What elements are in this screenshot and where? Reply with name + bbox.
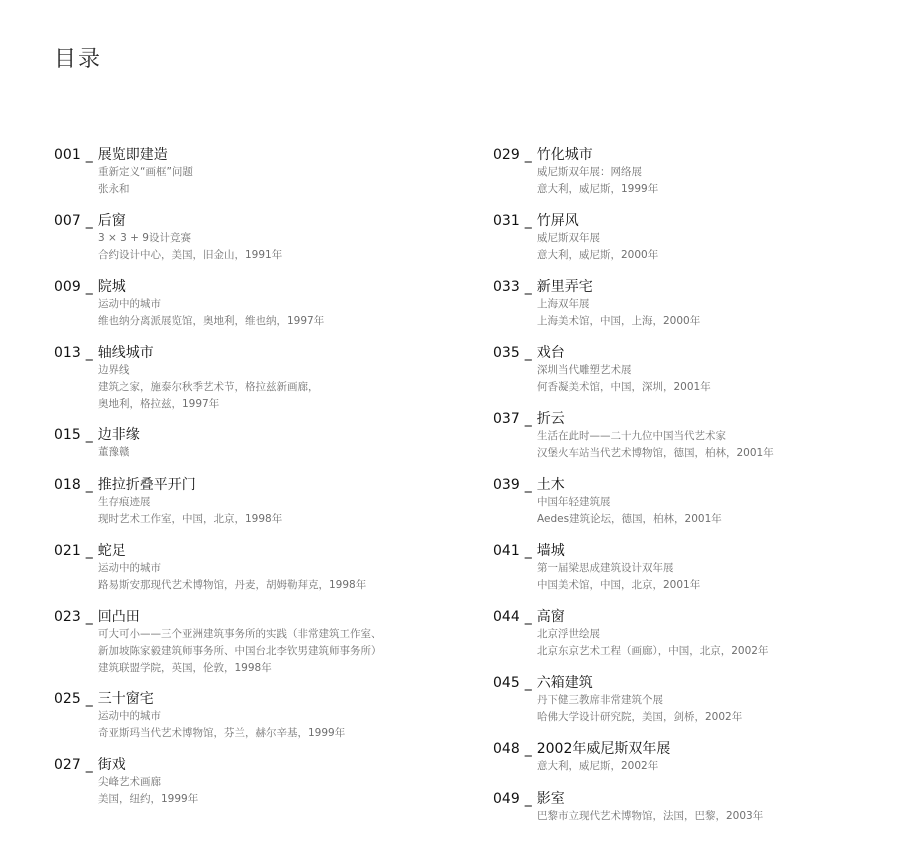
toc-entry[interactable] (54, 344, 454, 413)
toc-entry-detail: 第一届梁思成建筑设计双年展 (537, 562, 674, 574)
toc-entry-separator: _ (524, 741, 532, 757)
toc-entry-detail: 哈佛大学设计研究院，美国，剑桥，2002年 (537, 711, 743, 723)
toc-entry-detail: 现时艺术工作室，中国，北京，1998年 (98, 513, 283, 525)
toc-entry-title: 新里弄宅 (536, 279, 593, 295)
toc-entry-detail: 深圳当代雕塑艺术展 (537, 364, 632, 376)
toc-entry-detail: 生活在此时——二十九位中国当代艺术家 (537, 430, 726, 442)
toc-entry-detail: 意大利，威尼斯，2002年 (537, 760, 659, 772)
toc-entry-heading (54, 146, 454, 164)
toc-entry-heading (493, 674, 893, 692)
toc-entry-title: 轴线城市 (97, 345, 154, 361)
toc-entry[interactable] (493, 410, 893, 462)
toc-entry-detail: 北京东京艺术工程（画廊），中国，北京，2002年 (537, 645, 769, 657)
toc-entry-number: 031 (493, 213, 520, 229)
toc-entry-detail: 可大可小——三个亚洲建筑事务所的实践（非常建筑工作室、 (98, 628, 382, 640)
toc-entry-title: 三十窗宅 (97, 691, 154, 707)
toc-entry-detail: 运动中的城市 (98, 298, 161, 310)
toc-entry[interactable] (54, 476, 454, 528)
toc-entry-separator: _ (524, 411, 532, 427)
toc-entry-number: 009 (54, 279, 81, 295)
toc-entry[interactable] (54, 212, 454, 264)
toc-entry-number: 015 (54, 427, 81, 443)
toc-entry-title: 土木 (536, 477, 565, 493)
toc-entry-separator: _ (524, 543, 532, 559)
toc-entry-detail: 重新定义“画框”问题 (98, 166, 193, 178)
toc-entry-title: 竹屏风 (536, 213, 579, 229)
toc-entry-detail: 中国年轻建筑展 (537, 496, 611, 508)
toc-entry-detail: 奇亚斯玛当代艺术博物馆，芬兰，赫尔辛基，1999年 (98, 727, 346, 739)
toc-entry-title: 回凸田 (97, 609, 140, 625)
toc-entry[interactable] (54, 608, 454, 677)
toc-entry-title: 竹化城市 (536, 147, 593, 163)
toc-entry-detail: 建筑之家，施泰尔秋季艺术节，格拉兹新画廊， (98, 381, 319, 393)
toc-entry-number: 049 (493, 791, 520, 807)
toc-entry-detail: 合约设计中心，美国，旧金山，1991年 (98, 249, 283, 261)
toc-entry-separator: _ (85, 147, 93, 163)
toc-entry-heading (54, 608, 454, 626)
toc-entry-title: 折云 (536, 411, 565, 427)
toc-entry-title: 后窗 (97, 213, 126, 229)
toc-entry-separator: _ (524, 477, 532, 493)
toc-entry-title: 六箱建筑 (536, 675, 593, 691)
toc-entry[interactable] (493, 212, 893, 264)
toc-entry-heading (54, 212, 454, 230)
toc-entry-separator: _ (85, 427, 93, 443)
toc-entry-detail: 3 × 3 + 9设计竞赛 (98, 232, 191, 244)
toc-entry-number: 001 (54, 147, 81, 163)
toc-entry-detail: 路易斯安那现代艺术博物馆，丹麦，胡姆勒拜克，1998年 (98, 579, 367, 591)
toc-entry-title: 展览即建造 (97, 147, 168, 163)
toc-entry-detail: 意大利，威尼斯，2000年 (537, 249, 659, 261)
toc-entry-heading (54, 278, 454, 296)
toc-entry-separator: _ (524, 609, 532, 625)
toc-entry-number: 007 (54, 213, 81, 229)
toc-entry-title: 推拉折叠平开门 (97, 477, 196, 493)
toc-entry[interactable] (54, 426, 454, 461)
toc-entry-heading (493, 542, 893, 560)
toc-entry[interactable] (493, 674, 893, 726)
toc-entry-separator: _ (524, 791, 532, 807)
toc-entry[interactable] (54, 690, 454, 742)
toc-entry[interactable] (493, 344, 893, 396)
toc-entry-number: 013 (54, 345, 81, 361)
toc-entry-separator: _ (85, 477, 93, 493)
toc-entry-heading (493, 410, 893, 428)
toc-entry-number: 041 (493, 543, 520, 559)
toc-entry[interactable] (493, 790, 893, 825)
toc-entry-detail: 丹下健三教席非常建筑个展 (537, 694, 663, 706)
toc-entry-title: 院城 (97, 279, 126, 295)
toc-entry-separator: _ (85, 213, 93, 229)
toc-entry[interactable] (54, 278, 454, 330)
toc-entry-separator: _ (85, 691, 93, 707)
toc-entry-detail: 运动中的城市 (98, 710, 161, 722)
toc-entry-title: 2002年威尼斯双年展 (536, 741, 671, 757)
toc-entry-heading (493, 608, 893, 626)
toc-entry-title: 墙城 (536, 543, 565, 559)
toc-entry-heading (54, 426, 454, 444)
toc-entry[interactable] (493, 146, 893, 198)
toc-entry[interactable] (493, 608, 893, 660)
toc-entry-detail: 中国美术馆，中国，北京，2001年 (537, 579, 701, 591)
toc-entry-detail: 维也纳分离派展览馆，奥地利，维也纳，1997年 (98, 315, 325, 327)
toc-entry-title: 蛇足 (97, 543, 126, 559)
toc-entry-separator: _ (524, 675, 532, 691)
toc-entry-heading (493, 278, 893, 296)
toc-entry-detail: 意大利，威尼斯，1999年 (537, 183, 659, 195)
toc-entry-heading (54, 756, 454, 774)
toc-entry-heading (54, 476, 454, 494)
toc-entry[interactable] (54, 146, 454, 198)
toc-entry-detail: 张永和 (98, 183, 130, 195)
toc-entry[interactable] (54, 542, 454, 594)
toc-entry-number: 045 (493, 675, 520, 691)
page-title: 目录 (54, 47, 103, 72)
toc-entry-title: 街戏 (97, 757, 126, 773)
toc-entry-heading (493, 146, 893, 164)
toc-entry-heading (493, 344, 893, 362)
toc-entry-number: 037 (493, 411, 520, 427)
toc-entry-detail: 巴黎市立现代艺术博物馆，法国，巴黎，2003年 (537, 810, 764, 822)
toc-entry-separator: _ (524, 279, 532, 295)
toc-entry-detail: 威尼斯双年展 (537, 232, 600, 244)
toc-entry-separator: _ (85, 757, 93, 773)
toc-entry-detail: 建筑联盟学院，英国，伦敦，1998年 (98, 662, 272, 674)
toc-entry-detail: 汉堡火车站当代艺术博物馆，德国，柏林，2001年 (537, 447, 774, 459)
toc-entry-number: 048 (493, 741, 520, 757)
toc-entry[interactable] (54, 756, 454, 808)
toc-entry-title: 影室 (536, 791, 565, 807)
toc-entry-heading (54, 690, 454, 708)
toc-entry-number: 023 (54, 609, 81, 625)
toc-entry-separator: _ (85, 609, 93, 625)
toc-entry-title: 高窗 (536, 609, 565, 625)
toc-entry-heading (493, 790, 893, 808)
toc-entry-separator: _ (524, 345, 532, 361)
toc-entry-number: 025 (54, 691, 81, 707)
toc-entry-number: 018 (54, 477, 81, 493)
toc-entry-title: 边非缘 (97, 427, 140, 443)
toc-entry-heading (54, 542, 454, 560)
toc-entry-title: 戏台 (536, 345, 565, 361)
toc-entry-number: 027 (54, 757, 81, 773)
toc-entry-heading (493, 476, 893, 494)
toc-entry-detail: 上海美术馆，中国，上海，2000年 (537, 315, 701, 327)
toc-entry-number: 035 (493, 345, 520, 361)
toc-entry-heading (493, 740, 893, 758)
toc-entry[interactable] (493, 740, 893, 775)
toc-entry-heading (54, 344, 454, 362)
toc-entry-number: 029 (493, 147, 520, 163)
toc-entry-number: 021 (54, 543, 81, 559)
toc-entry-detail: 边界线 (98, 364, 130, 376)
toc-entry-detail: 新加坡陈家毅建筑师事务所、中国台北李钦男建筑师事务所） (98, 645, 382, 657)
toc-entry[interactable] (493, 278, 893, 330)
toc-entry-separator: _ (85, 345, 93, 361)
toc-entry-detail: 运动中的城市 (98, 562, 161, 574)
toc-entry-detail: 董豫赣 (98, 446, 130, 458)
toc-entry-detail: Aedes建筑论坛，德国，柏林，2001年 (537, 513, 722, 525)
toc-entry-separator: _ (85, 543, 93, 559)
toc-entry-detail: 尖峰艺术画廊 (98, 776, 161, 788)
toc-entry-detail: 北京浮世绘展 (537, 628, 600, 640)
toc-entry-number: 033 (493, 279, 520, 295)
toc-entry[interactable] (493, 476, 893, 528)
toc-entry-detail: 美国，纽约，1999年 (98, 793, 199, 805)
toc-entry[interactable] (493, 542, 893, 594)
toc-entry-detail: 生存痕迹展 (98, 496, 151, 508)
toc-entry-detail: 上海双年展 (537, 298, 590, 310)
toc-entry-separator: _ (85, 279, 93, 295)
toc-entry-heading (493, 212, 893, 230)
toc-entry-number: 039 (493, 477, 520, 493)
toc-entry-detail: 奥地利，格拉兹，1997年 (98, 398, 220, 410)
toc-entry-detail: 何香凝美术馆，中国，深圳，2001年 (537, 381, 711, 393)
toc-entry-detail: 威尼斯双年展：网络展 (537, 166, 642, 178)
toc-entry-number: 044 (493, 609, 520, 625)
toc-entry-separator: _ (524, 147, 532, 163)
toc-entry-separator: _ (524, 213, 532, 229)
